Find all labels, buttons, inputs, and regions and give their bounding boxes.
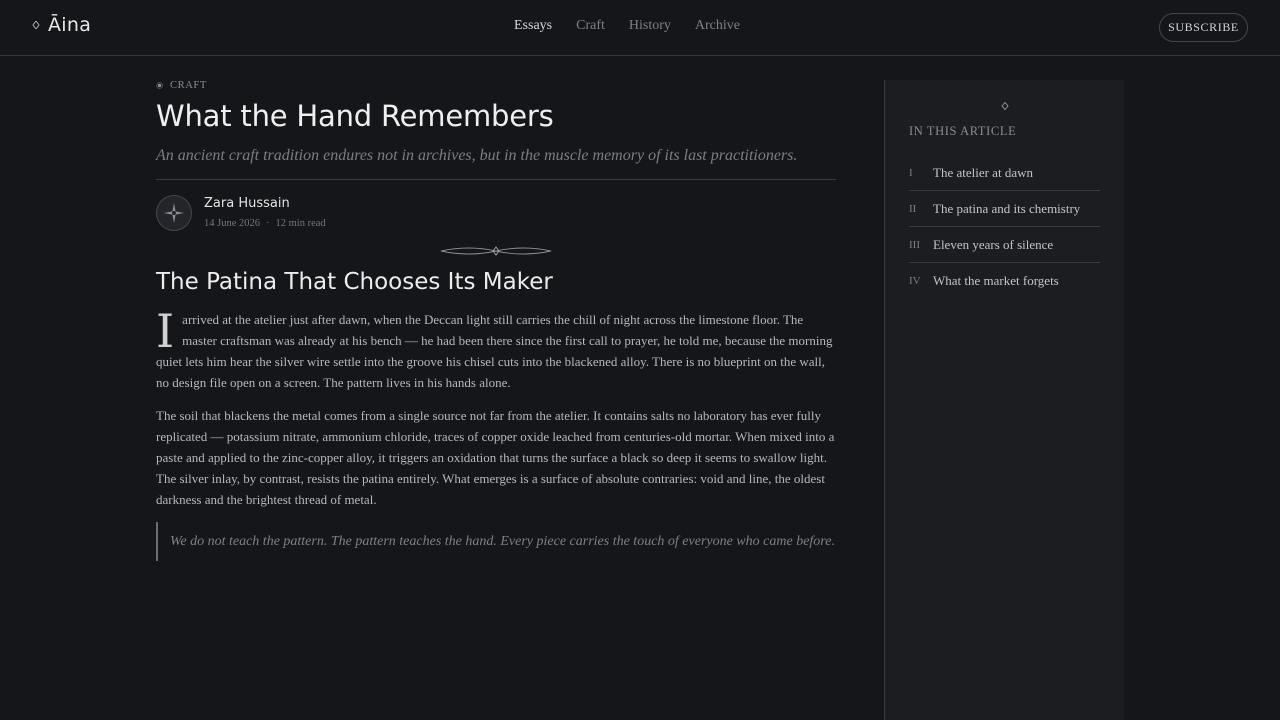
diamond-icon: [32, 21, 40, 29]
toc-title: IN THIS ARTICLE: [909, 124, 1017, 138]
ornament-icon: [439, 245, 553, 257]
article-meta: [204, 218, 326, 229]
byline: [156, 195, 836, 231]
toc-item[interactable]: [909, 263, 1100, 299]
nav-history[interactable]: History: [628, 18, 671, 33]
article-title: What the Hand Remembers: [156, 99, 554, 133]
paragraph-1: [156, 304, 836, 393]
meta-separator: ·: [266, 218, 270, 230]
toc-label: The atelier at dawn: [933, 164, 1033, 180]
toc-label: The patina and its chemistry: [933, 200, 1081, 216]
toc-number: I: [909, 166, 913, 179]
category-kicker[interactable]: [156, 80, 836, 91]
subscribe-button[interactable]: SUBSCRIBE: [1159, 13, 1248, 42]
paragraph-2: The soil that blackens the metal comes from a single source not far from the atelier. It contains salts no laboratory has ever fully replicated — potassium nitrate, ammonium chloride, traces of copper oxide leached from centuries-old mortar. When mixed into a paste and applied to the zinc-copper alloy, it triggers an oxidation that turns the surface a black so deep it seems to swallow light. The silver inlay, by contrast, resists the patina entirely. What emerges is a surface of absolute contraries: void and line, the oldest darkness and the brightest thread of metal.: [156, 408, 835, 508]
avatar[interactable]: [156, 195, 192, 231]
toc-label: What the market forgets: [933, 273, 1059, 288]
section-heading: The Patina That Chooses Its Maker: [156, 269, 553, 296]
toc-label: Eleven years of silence: [933, 236, 1054, 252]
ornament-divider: [156, 245, 836, 257]
main-nav: [514, 18, 740, 34]
nav-craft[interactable]: Craft: [576, 18, 605, 33]
toc-number: III: [909, 238, 920, 251]
author-name[interactable]: Zara Hussain: [204, 196, 290, 212]
top-bar: [0, 0, 1280, 56]
paragraph-1-text: arrived at the atelier just after dawn, when the Deccan light still carries the chill of night across the limestone floor. The master craftsman was already at his bench — he had been there since the first call to prayer, he told me, because the morning quiet lets him hear the silver wire settle into the groove his chisel cuts into the blackened alloy. There is no blueprint on the wall, no design file open on a screen. The pattern lives in his hands alone.: [156, 312, 833, 391]
toc-number: II: [909, 202, 917, 215]
read-time: 12 min read: [275, 218, 326, 230]
publish-date: 14 June 2026: [204, 218, 260, 230]
nav-archive[interactable]: Archive: [694, 18, 740, 33]
toc-item[interactable]: [909, 191, 1100, 227]
brand[interactable]: [32, 14, 91, 36]
pull-quote: We do not teach the pattern. The pattern teaches the hand. Every piece carries the touch of everyone who came before.: [156, 522, 836, 561]
toc-ornament: [909, 102, 1100, 110]
article-deck: An ancient craft tradition endures not in archives, but in the muscle memory of its last practitioners.: [156, 147, 836, 180]
category-label: CRAFT: [170, 80, 207, 91]
compass-star-icon: [163, 202, 185, 224]
author-block: [204, 195, 326, 229]
drop-cap: I: [156, 304, 175, 359]
toc-number: IV: [909, 275, 921, 287]
diamond-icon: [1001, 102, 1009, 110]
star-icon: [156, 82, 163, 89]
nav-essays[interactable]: Essays: [514, 18, 553, 33]
toc-list: [909, 155, 1100, 299]
toc-item[interactable]: [909, 155, 1100, 191]
table-of-contents: [884, 80, 1124, 720]
article: [156, 80, 836, 561]
toc-item[interactable]: [909, 227, 1100, 263]
brand-name: Āina: [48, 14, 92, 36]
